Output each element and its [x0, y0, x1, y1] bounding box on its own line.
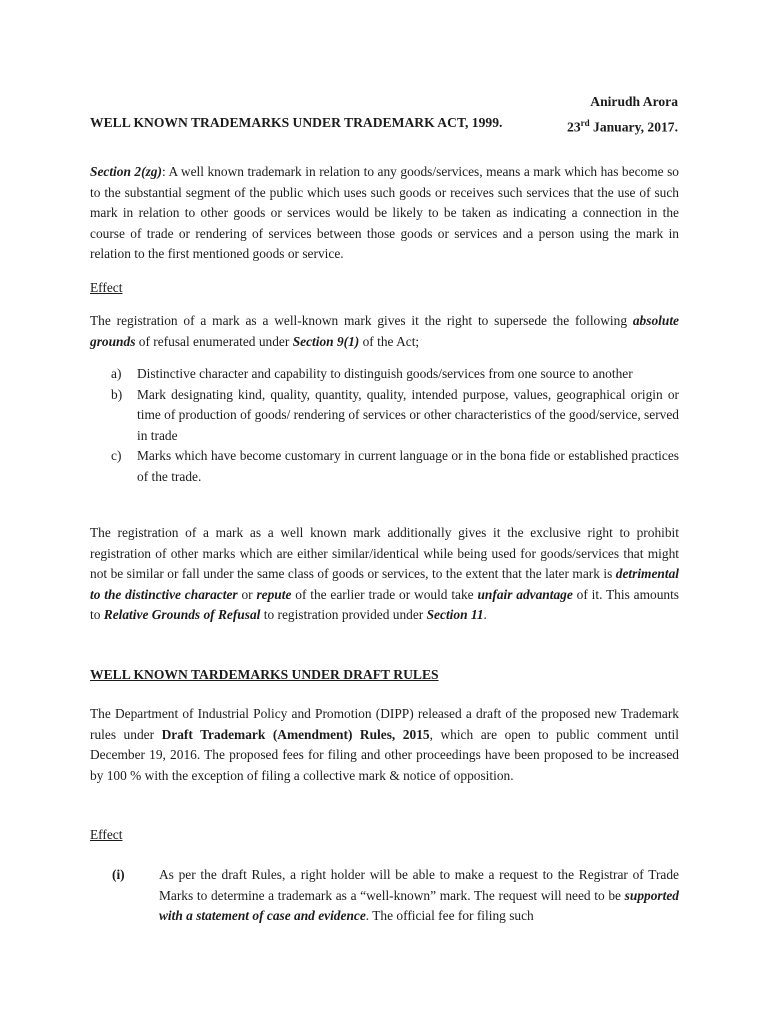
- absolute-grounds-list: [90, 364, 679, 487]
- effect-heading-2: Effect: [90, 827, 123, 842]
- exclusive-right-paragraph: The registration of a mark as a well known mark additionally gives it the exclusive right to prohibit registration of other marks which are either similar/identical while being used for goods/services that might not be similar or fall under the same class of goods or services, to the extent that the later mark is detrimental to the distinctive character or repute of the earlier trade or would take unfair advantage of it. This amounts to Relative Grounds of Refusal to registration provided under Section 11.: [90, 525, 680, 622]
- document-title: WELL KNOWN TRADEMARKS UNDER TRADEMARK ACT, 1999.: [90, 115, 503, 130]
- list-item: c) Marks which have become customary in current language or in the bona fide or established practices of the trade.: [111, 448, 679, 484]
- dipp-paragraph: The Department of Industrial Policy and Promotion (DIPP) released a draft of the proposed new Trademark rules under Draft Trademark (Amendment) Rules, 2015, which are open to public comment until December 19, 2016. The proposed fees for filing and other proceedings have been proposed to be increased by 100 % with the exception of filing a collective mark & notice of opposition.: [90, 706, 679, 783]
- list-item-i: (i) As per the draft Rules, a right holder will be able to make a request to the Registrar of Trade Marks to determine a trademark as a “well-known” mark. The request will need to be supported with a statement of case and evidence. The official fee for filing such: [112, 867, 679, 923]
- draft-rules-heading: WELL KNOWN TARDEMARKS UNDER DRAFT RULES: [90, 667, 439, 682]
- effect-paragraph-1: The registration of a mark as a well-known mark gives it the right to supersede the following absolute grounds of refusal enumerated under Section 9(1) of the Act;: [90, 313, 679, 349]
- section-2zg-paragraph: Section 2(zg): A well known trademark in relation to any goods/services, means a mark which has become so to the substantial segment of the public which uses such goods or receives such services that the use of such mark in relation to other goods or services would be likely to be taken as indicating a connection in the course of trade or rendering of services between those goods or services and a person using the mark in relation to the first mentioned goods or service.: [90, 164, 679, 261]
- effect-heading-1: Effect: [90, 280, 123, 295]
- section-2zg-ref: Section 2(zg): [90, 164, 162, 179]
- document-date: 23rd January, 2017.: [567, 117, 678, 135]
- list-item: b) Mark designating kind, quality, quantity, quality, intended purpose, values, geographical origin or time of production of goods/ rendering of services or other characteristics of the good/service, served in trade: [111, 386, 679, 443]
- list-item: a) Distinctive character and capability to distinguish goods/services from one source to another: [111, 366, 633, 381]
- author-name: Anirudh Arora: [590, 94, 678, 109]
